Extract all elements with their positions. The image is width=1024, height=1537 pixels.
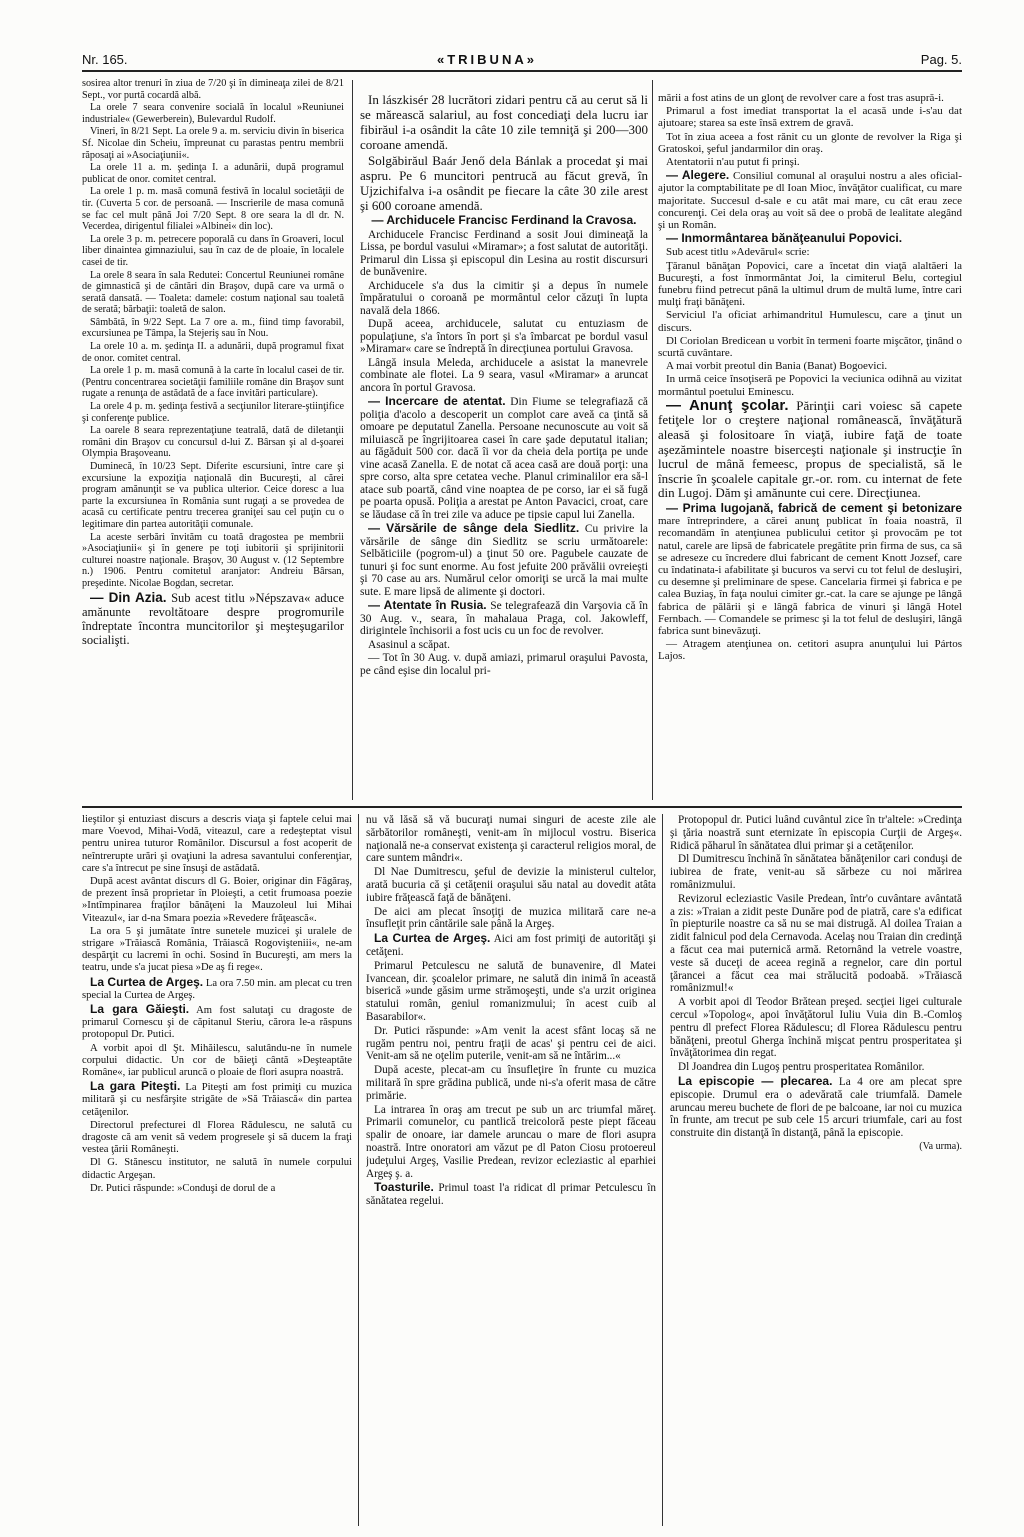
paragraph: Directorul prefecturei dl Florea Rădulescu, ne salută cu dragoste că am venit să vedem progresele şi să ducem la fraţi vestea ţării Româneşti.: [82, 1119, 352, 1156]
column-divider: [662, 814, 663, 1526]
paragraph: Primarul a fost imediat transportat la el acasă unde i-s'au dat ajutoare; starea sa este însă extrem de gravă.: [658, 105, 962, 130]
headline-archiduke: [360, 214, 648, 228]
paragraph: La orele 8 seara în sala Redutei: Concertul Reuniunei române de gimnastică şi de cântări din Braşov, după care va urmă o serată dansată. — Toaleta: damele: costum naţional sau toaletă de serată; bărbaţii: toaletă de salon.: [82, 269, 344, 316]
paragraph: Dl Joandrea din Lugoş pentru prosperitatea Românilor.: [678, 1061, 925, 1074]
paragraph: Atentatorii n'au putut fi prinşi.: [666, 156, 800, 169]
text-episcopie: La 4 ore am plecat spre episcopie. Drumul era o adevărată cale triumfală. Damele aruncau mereu buchete de flori de pe balcoane, iar noi cu muzica în frunte, am trecut pe sub cele 15 arcuri triumfale, cari au fost construite din distanţă în distanţă, până la episcopie.: [670, 1075, 962, 1140]
paragraph: — Tot în 30 Aug. v. după amiazi, primarul oraşului Pavosta, pe când eşise din localul pri-: [360, 652, 648, 677]
paragraph: Dr. Putici răspunde: »Conduşi de dorul de a: [90, 1182, 276, 1194]
text-pitesti: La Piteşti am fost primiţi cu muzica militară şi cu nesfârşite strigăte de »Să Trăiască« din partea cetăţenilor.: [82, 1082, 352, 1118]
paragraph: Sâmbătă, în 9/22 Sept. La 7 ore a. m., fiind timp favorabil, excursiunea pe Tâmpa, la Stejeriş sau în Nou.: [82, 316, 344, 340]
paragraph: După aceea, archiducele, salutat cu entuziasm de populaţiune, s'a întors în port şi s'a îmbarcat pe bordul vasul »Miramar« care se îndreptă în direcţiunea portului Gravosa.: [360, 318, 648, 355]
paragraph: A vorbit apoi dl Teodor Brătean preşed. secţiei ligei culturale cercul »Topolog«, apoi învăţătorul Iuliu Vuia din B.-Comloş pentru dl prefect Florea Rădulescu; dl Florea Rădulescu pentru bănăţeni, preotul Gherga închină mişcat pentru prosperitatea şi învăţătorimea din regat.: [670, 996, 962, 1060]
headline-atentat: — Incercare de atentat.: [368, 394, 506, 408]
paragraph: Tot în ziua aceea a fost rănit cu un glonte de revolver la Riga şi Gratoskoi, şeful jandarmilor din oraş.: [658, 130, 962, 155]
text-toast: Primul toast l'a ridicat dl primar Petculescu în sănătatea regelui.: [366, 1182, 656, 1208]
paragraph: Archiducele Francisc Ferdinand a sosit Joui dimineaţă la Lissa, pe bordul vasului «Miramar»; a fost salutat de autorităţi. Primarul din Lissa şi episcopul din Lesina au rostit discursuri de bunăvenire.: [360, 228, 648, 278]
paragraph: Dl Nae Dumitrescu, şeful de devizie la ministerul cultelor, arată bucuria că şi cetăţenii oraşului său natal au dovedit atâta iubire frăţească faţă de bănăţeni.: [366, 866, 656, 904]
paragraph-azia: [82, 591, 344, 648]
paragraph-pitesti: [82, 1080, 352, 1119]
paragraph: Dl G. Stănescu institutor, ne salută în numele corpului didactic Argeşan.: [82, 1157, 352, 1181]
paragraph: Dl Dumitrescu închină în sănătatea bănăţenilor cari conduşi de iubirea de frate, venit-au să sărbeze cu noi mărirea românizmului.: [670, 853, 962, 891]
text-azia: Sub acest titlu »Népszava« aduce amănunte revoltătoare despre progromurile îndreptate încontra muncitorilor şi meşteşugarilor socialişti.: [82, 590, 344, 648]
paragraph: Duminecă, în 10/23 Sept. Diferite escursiuni, între care şi excursiune la expoziţia naţională din Bucureşti, al cărei program amănunţit se va publica ulterior. Ceice doresc a lua parte la excursiunea în România sunt rugaţi a se provedea de acasă cu certificate pentru trecerea graniţei sau cel puţin cu o legitimare din partea autorităţii comunale.: [82, 461, 344, 530]
paragraph-anunt: [658, 396, 962, 501]
paragraph: — Atragem atenţiunea on. cetitori asupra anunţului lui Pártos Lajos.: [658, 638, 962, 663]
text-gaiesti: Am fost salutaţi cu dragoste de primarul Cornescu şi de căpitanul Steriu, cărora le-a răspuns protopopul Dr. Putici.: [82, 1005, 352, 1041]
headline-fabrica: — Prima lugojană, fabrică de cement şi betonizare: [666, 501, 962, 516]
headline-text: — Archiducele Francisc Ferdinand la Cravosa.: [371, 213, 637, 227]
page-number: Pag. 5.: [920, 52, 962, 67]
headline-pitesti: La gara Piteşti.: [90, 1079, 181, 1094]
paragraph: In urmă ceice însoţiseră pe Popovici la veciunica odihnă au vizitat mormântul poetului Eminescu.: [658, 373, 962, 398]
paragraph: După acest avântat discurs dl G. Boier, originar din Făgăraş, de prezent însă proprietar în Ploieşti, a cetit frumoasa poezie »Intîmpinarea fraţilor bănăţeni la Mauzoleul lui Mihai Viteazul«, iar d-na Smara poezia »Revedere frăţească«.: [82, 876, 352, 924]
paragraph: La aceste serbări învităm cu toată dragostea pe membrii »Asociaţiunii« şi în genere pe toţi iubitorii şi sprijinitorii culturei noastre naţionale. Braşov, 30 August v. (12 Septembre n.) 1906. Pentru comitetul aranjator: Andreiu Bârsan, preşedinte. Nicolae Bogdan, secretar.: [82, 531, 344, 589]
paragraph: La orele 3 p. m. petrecere poporală cu dans în Groaveri, locul liber dinaintea gimnaziului, sau în caz de de ploaie, în localele casei de tir.: [82, 233, 344, 268]
column-divider: [352, 80, 353, 800]
headline-episcopie: La episcopie — plecarea.: [678, 1073, 833, 1088]
paragraph: La orele 10 a. m. şedinţa II. a adunării, după programul fixat de onor. comitet central.: [82, 341, 344, 364]
headline-curtea: La Curtea de Argeş.: [90, 974, 204, 989]
headline-rusia: — Atentate în Rusia.: [368, 598, 487, 612]
paragraph: Lângă insula Meleda, archiducele a asistat la manevrele combinate ale flotei. La 9 seara, vasul «Miramar» a aruncat ancora în portul Gravosa.: [360, 356, 648, 394]
paragraph: mării a fost atins de un glonţ de revolver care a fost tras asupră-i.: [658, 92, 944, 104]
paragraph: La orele 1 p. m. masă comună festivă în localul societăţii de tir. (Cuverta 5 cor. de persoană. — Inscrierile de masa comună se fac cel mult până Joi 7/20 Sept. 8 ore seara la dl dr. N. Vecerdea, dirigentul filialei »Albinei« din loc).: [82, 186, 344, 233]
paragraph-toast: [366, 1181, 656, 1208]
text-anunt: Părinţii cari voiesc să capete fetiţele lor o creştere naţional românească, învăţătură aleasă şi folositoare în viaţă, iubire faţă de toate aşezămintele noastre biserceşti naţionale şi instrucţie în lucrul de mână femeesc, propus de specialistă, să le înscrie în şcoalele capitale gr.-or. rom. cu internat de fete din Lugoj. Dăm şi amănunte cui cere. Direcţiunea.: [658, 397, 962, 501]
paragraph: In lászkisér 28 lucrători zidari pentru că au cerut să li se mărească salariul, au fost concediaţi dela lucru iar fibirăul i-a osândit la câte 10 zile temniţă şi 200—300 coroane amendă.: [360, 92, 648, 152]
newspaper-title: «TRIBUNA»: [437, 52, 537, 67]
continued-note: (Va urma).: [919, 1140, 962, 1152]
paragraph-rusia: [360, 599, 648, 638]
headline-text: — Inmormântarea bănăţeanului Popovici.: [666, 231, 903, 246]
column-bottom-left: [82, 814, 352, 1526]
text-fabrica: mare întreprindere, a cărei anunţ publicat în foaia noastră, îl recomandăm în atenţiunea publicului cetitor şi provocăm pe tot natul, carele are lipsă de fabricatele pregătite prin firma de sus, ca să se adreseze cu încredere dlui fabricant de cement Knott Jozsef, care cu îndatinata-i afabilitate şi bucuros va servi cu tot felul de desluşiri, cu desemne şi preliminare de spese. Cancelaria firmei şi fabrica e pe calea Buziaş, în faţa noului cimiter gr.-cat. la care se ajunge pe lângă fabrica de pălării şi e lângă fabrica de vinuri şi lângă Hotel Fernbach. — Comandele se primesc şi la tot felul de desluşiri, lângă fabrica sunt binevăzuţi.: [658, 515, 962, 638]
text-curtea: La ora 7.50 min. am plecat cu tren special la Curtea de Argeş.: [82, 977, 352, 1001]
text-rusia: Se telegrafează din Varşovia că în 30 Aug. v., seara, în mahalaua Praga, col. Jakowleff, dirigintele închisorii a fost ucis cu un foc de revolver.: [360, 600, 648, 637]
column-top-middle: [360, 92, 648, 800]
paragraph-fabrica: [658, 502, 962, 637]
paragraph: La orele 1 p. m. masă comună à la carte în localul casei de tir. (Pentru concentrarea societăţii familiile române din Braşov sunt rugate a renunţa de astădată de a face invitări particulare).: [82, 365, 344, 400]
paragraph: lieştilor şi entuziast discurs a descris viaţa şi faptele celui mai mare Voevod, Mihai-Vodă, viteazul, care a redeşteptat visul pentru unirea tuturor Românilor. Discursul a fost acoperit de neîntrerupte urări şi ovaţiuni la adresa savantului conferenţiar, care s'a întrecut pe sine însuşi de astădată.: [82, 814, 352, 874]
headline-anunt: — Anunţ şcolar.: [666, 396, 789, 414]
paragraph: După aceste, plecat-am cu însufleţire în frunte cu muzica militară în spre grădina publică, unde ni-s'a oferit masa de către primărie.: [366, 1064, 656, 1102]
text-siedlitz: Cu privire la vărsările de sânge din Siedlitz se scriu următoarele: Selbăticiile (pogrom-ul) a ţinut 50 ore. Pagubele cauzate de tunuri şi foc sunt enorme. Au fost jefuite 200 prăvălii ovreieşti şi 70 case au ars. Numărul celor omoriţi se urcă la mai multe sute. E mare lipsă de alimente şi doctori.: [360, 523, 648, 598]
text-alegere: Consiliul comunal al oraşului nostru a ales oficial-ajutor la comptabilitate pe dl Ioan Mioc, învăţător cualificat, cu mare majoritate. Succesul d-sale e cu atât mai mare, cu cât erau zece concurenţi. Cei dela oraş au voit să dee o probă de lealitate alegând şi un Român.: [658, 170, 962, 232]
headline-azia: — Din Azia.: [90, 589, 167, 605]
paragraph-curtea: [82, 976, 352, 1002]
headline-alegere: — Alegere.: [666, 168, 730, 183]
paragraph: La ora 5 şi jumătate între sunetele muzicei şi uralele de strigare »Trăiască România, Trăiască Rogovişteniii«, ne-am despărţit cu lacremi în ochi. Sosind în Bucureşti, am mers la teatru, unde s'a jucat piesa »De aş fi rege«.: [82, 925, 352, 974]
column-bottom-middle: [366, 814, 656, 1526]
paragraph: sosirea altor trenuri în ziua de 7/20 şi în dimineaţa zilei de 8/21 Sept., vor purtă cocardă albă.: [82, 78, 344, 101]
paragraph: De aici am plecat însoţiţi de muzica militară care ne-a însufleţit prin cântările sale până la Argeş.: [366, 905, 656, 931]
header-rule: [82, 70, 962, 72]
paragraph: Vineri, în 8/21 Sept. La orele 9 a. m. serviciu divin în biserica Sf. Nicolae din Scheiu, împreunat cu parastas pentru membrii răposaţi ai »Asociaţiunii«.: [82, 126, 344, 161]
headline-toast: Toasturile.: [374, 1180, 434, 1195]
paragraph: Ţăranul bănăţan Popovici, care a încetat din viaţă alaltăeri la Bucureşti, a fost înmormântat Joi, la cimiterul Belu, cortegiul funebru fiind petrecut până la ultimul drum de multă lume, între cari mulţi fraţi bănăţeni.: [658, 259, 962, 309]
text-atentat: Din Fiume se telegrafiază că poliţia d'acolo a descoperit un complot care aveă ca ţintă să omoare pe deputatul Zanella. Persoane necunoscute au voit să miluiască pe îngrijitoarea casei în care şade deputatul italian; au făgăduit 500 cor. dacă îi vor da cheia dela portiţa pe unde vine acasă Zanella. E de notat că acea casă are două porţi: una spre corso, alta spre cetatea veche. Planul criminalilor era să-l atace sub poartă, când vine noaptea de pe corso, iar ei să fugă pe poarta opusă. Poliţia a arestat pe Anton Pavacici, croat, care se lăudase că în trei zile va aduce pe tipsie capul lui Zanella.: [360, 396, 648, 521]
paragraph: La orele 4 p. m. şedinţa festivă a secţiunilor literare-ştiinţifice şi conferenţe publice.: [82, 401, 344, 424]
paragraph: Serviciul l'a oficiat arhimandritul Humulescu, care a ţinut un discurs.: [658, 309, 962, 334]
paragraph: Dl Coriolan Bredicean u vorbit în termeni foarte mişcător, ţinând o scurtă cuvântare.: [658, 334, 962, 360]
paragraph: nu vă lăsă să vă bucuraţi numai singuri de aceste zile ale sărbătorilor româneşti, venit-am în mijlocul vostru. Biserica naţională ne-a conservat existenţa şi caracterul religios moral, de care suntem mândri«.: [366, 814, 656, 865]
column-divider: [358, 814, 359, 1526]
paragraph: Asasinul a scăpat.: [368, 638, 450, 651]
paragraph-curtea-mid: [366, 932, 656, 959]
column-divider: [652, 80, 653, 800]
issue-number: Nr. 165.: [82, 52, 128, 67]
paragraph-episcopie: [670, 1075, 962, 1140]
paragraph: La intrarea în oraş am trecut pe sub un arc triumfal măreţ. Primarii comunelor, cu pantlică treicoloră peste piept făceau spalir de onoare, iar damele aruncau o mare de flori asupra noastră. Intre onoratori am văzut pe dl Paton Ciosu protoereul judeţului Argeş, Vasilie Predean, revizor ecleziastic al eparhiei Argeş ş. a.: [366, 1103, 656, 1180]
headline-siedlitz: — Vărsările de sânge dela Siedlitz.: [368, 521, 580, 535]
paragraph: La orele 7 seara convenire socială în localul »Reuniunei industriale« (Gewerberein), Bulevardul Rudolf.: [82, 102, 344, 125]
paragraph: Revizorul ecleziastic Vasile Predean, într'o cuvântare avântată a zis: »Traian a zidit peste Dunăre pod de piatră, care s'a edificat în piepturile noastre ca să nu se mai distrugă. Al doilea Traian a zidit falnicul pod dela Cernavoda. Acelaş nou Traian din credinţă a făcut cea mai puternică armă. Retornând la vetrele voastre, veste să duceţi de aceea regină a regnelor, care din portul ţărancei a făcut cea mai strălucită podoabă. »Trăiască românizmul!«: [670, 892, 962, 995]
paragraph: La orele 11 a. m. şedinţa I. a adunării, după programul publicat de onor. comitet central.: [82, 162, 344, 185]
headline-gaiesti: La gara Găieşti.: [90, 1002, 190, 1017]
paragraph-gaiesti: [82, 1003, 352, 1042]
section-rule: [82, 806, 962, 808]
paragraph-siedlitz: [360, 522, 648, 598]
paragraph: A vorbit apoi dl Şt. Mihăilescu, salutându-ne în numele corpului didactic. Un cor de băieţi cântă »Deşteaptăte Române«, iar publicul aruncă o ploaie de flori asupra noastră.: [82, 1042, 352, 1079]
paragraph: Solgăbirăul Baár Jenő dela Bánlak a procedat şi mai aspru. Pe 6 muncitori pentrucă au făcut grevă, în Ujzichifalva i-a osândit pe fiecare la câte 30 zile arest şi 600 coroane amendă.: [360, 153, 648, 213]
column-top-right: [658, 92, 962, 800]
column-bottom-right: [670, 814, 962, 1526]
column-top-left: [82, 78, 344, 798]
paragraph: La oarele 8 seara reprezentaţiune teatrală, dată de diletanţii români din Braşov cu concursul d-lui Z. Bârsan şi al d-şoarei Olympia Braşoveanu.: [82, 425, 344, 460]
paragraph: Dr. Putici răspunde: »Am venit la acest sfânt locaş să ne rugăm pentru noi, pentru fraţii de acas' şi pentru cei de aici. Venit-am să ne oţelim puterile, venit-am să ne întărim...«: [366, 1024, 656, 1063]
headline-curtea-mid: La Curtea de Argeş.: [374, 931, 491, 946]
text-curtea-mid: Aici am fost primiţi de autorităţi şi cetăţeni.: [366, 933, 656, 958]
paragraph: Protopopul dr. Putici luând cuvântul zice în tr'altele: »Credinţa şi ţăria noastră sunt eternizate în episcopia Curţii de Argeş«. Ridică păharul în sănătatea dlui primar şi a cetăţenilor.: [670, 814, 962, 852]
paragraph: Archiducele s'a dus la cimitir şi a depus în numele împăratului o coroană pe mormântul celor căzuţi în lupta navală dela 1866.: [360, 279, 648, 317]
paragraph: A mai vorbit preotul din Bania (Banat) Bogoevici.: [666, 360, 888, 373]
paragraph: Primarul Petculescu ne salută de bunavenire, dl Matei Ivancean, dir. şcoalelor primare, ne salută din inimă în această biserică »unde găsim urme strămoşeşti, unde s'a urzit originea statului român, geniul romanizmului; în acest cuib al Basarabilor«.: [366, 959, 656, 1023]
paragraph-alegere: [658, 169, 962, 231]
headline-inmormantare: [658, 232, 962, 245]
paragraph: Sub acest titlu »Adevărul« scrie:: [666, 246, 810, 259]
paragraph-atentat: [360, 395, 648, 521]
